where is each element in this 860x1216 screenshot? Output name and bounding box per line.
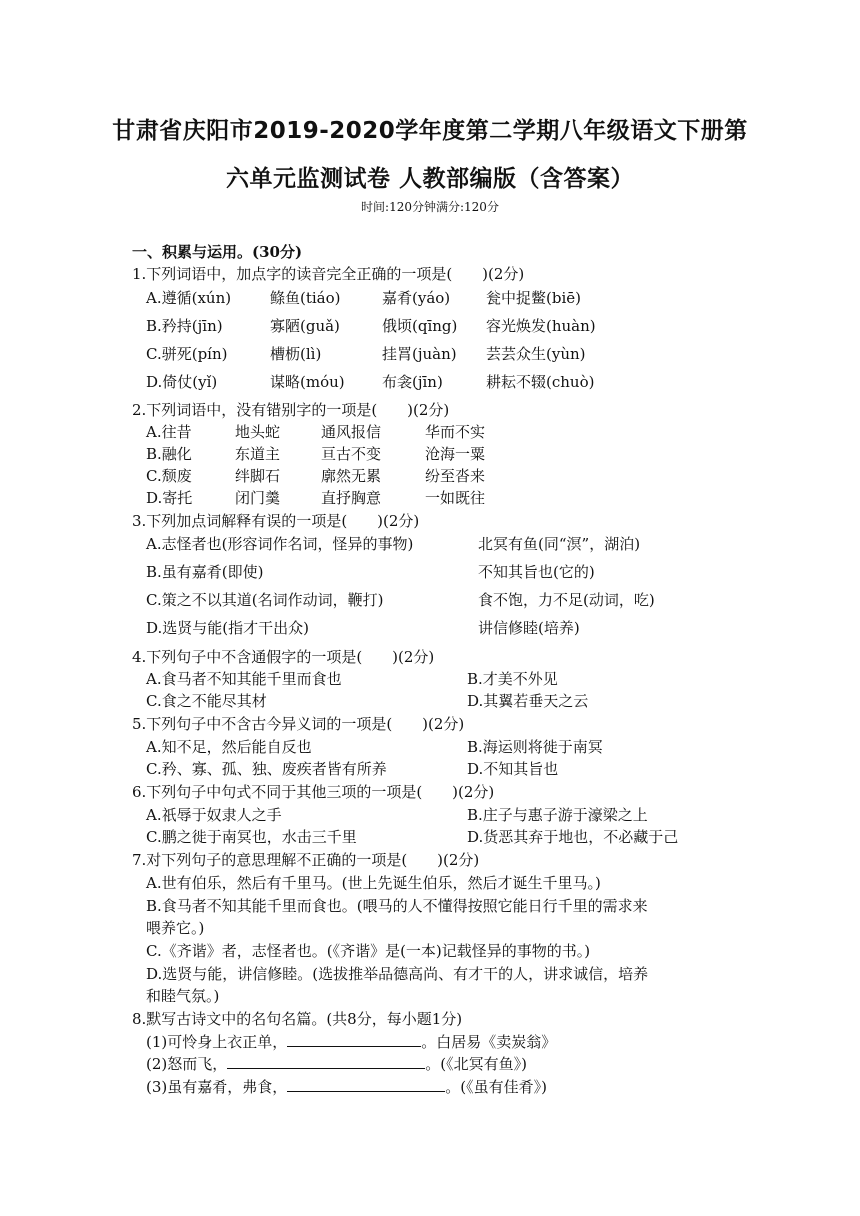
q5-option: A.知不足，然后能自反也: [146, 738, 312, 756]
q1-option: 槽枥(lì): [270, 345, 322, 363]
q8-item-prefix: (3)虽有嘉肴，弗食，: [146, 1078, 288, 1096]
q3-option: B.虽有嘉肴(即使): [146, 563, 264, 581]
question-8-stem: 8.默写古诗文中的名句名篇。(共8分，每小题1分): [132, 1010, 463, 1028]
answer-blank[interactable]: [227, 1054, 425, 1069]
q6-option: C.鹏之徙于南冥也，水击三千里: [146, 828, 357, 846]
q2-option: 地头蛇: [235, 423, 281, 441]
q1-option: 谋略(móu): [270, 373, 345, 391]
q1-option: 挂罥(juàn): [382, 345, 457, 363]
q1-option: D.倚仗(yǐ): [146, 373, 218, 391]
answer-blank[interactable]: [287, 1077, 445, 1092]
question-5-stem: 5.下列句子中不含古今异义词的一项是( )(2分): [132, 715, 465, 733]
q1-option: 寡陋(guǎ): [270, 317, 340, 335]
q7-option: B.食马者不知其能千里而食也。(喂马的人不懂得按照它能日行千里的需求来: [146, 897, 648, 915]
question-3-stem: 3.下列加点词解释有误的一项是( )(2分): [132, 512, 420, 530]
q1-option: 俄顷(qīng): [382, 317, 458, 335]
answer-blank[interactable]: [287, 1032, 421, 1047]
question-1-stem: 1.下列词语中，加点字的读音完全正确的一项是( )(2分): [132, 265, 525, 283]
q6-option: A.祇辱于奴隶人之手: [146, 806, 282, 824]
q4-option: C.食之不能尽其材: [146, 692, 267, 710]
q3-option: 不知其旨也(它的): [478, 563, 595, 581]
q1-option: C.骈死(pín): [146, 345, 228, 363]
question-7-stem: 7.对下列句子的意思理解不正确的一项是( )(2分): [132, 851, 480, 869]
q6-option: D.货恶其弃于地也，不必藏于己: [467, 828, 679, 846]
q1-option: 布衾(jīn): [382, 373, 443, 391]
q2-option: 闭门羹: [235, 489, 281, 507]
q7-option: D.选贤与能，讲信修睦。(选拔推举品德高尚、有才干的人，讲求诚信，培养: [146, 965, 649, 983]
q3-option: 讲信修睦(培养): [478, 619, 580, 637]
section-heading: 一、积累与运用。(30分): [132, 243, 303, 261]
q8-item-suffix: 。白居易《卖炭翁》: [421, 1033, 557, 1051]
q4-option: A.食马者不知其能千里而食也: [146, 670, 342, 688]
q1-option: 嘉肴(yáo): [382, 289, 451, 307]
q2-option: 亘古不变: [321, 445, 382, 463]
q8-item-prefix: (1)可怜身上衣正单，: [146, 1033, 288, 1051]
q8-fill-item: [146, 1031, 556, 1052]
exam-time-score: 时间:120分钟满分:120分: [361, 200, 499, 214]
q8-item-suffix: 。(《北冥有鱼》): [425, 1055, 527, 1073]
q8-fill-item: [146, 1076, 547, 1097]
q5-option: C.矜、寡、孤、独、废疾者皆有所养: [146, 760, 387, 778]
q4-option: D.其翼若垂天之云: [467, 692, 589, 710]
document-title-line-2: 六单元监测试卷 人教部编版（含答案）: [225, 166, 634, 192]
q2-option: B.融化: [146, 445, 192, 463]
q2-option: 华而不实: [425, 423, 486, 441]
q3-option: A.志怪者也(形容词作名词，怪异的事物): [146, 535, 414, 553]
question-4-stem: 4.下列句子中不含通假字的一项是( )(2分): [132, 648, 435, 666]
q5-option: D.不知其旨也: [467, 760, 559, 778]
q8-fill-item: [146, 1053, 527, 1074]
q3-option: 食不饱，力不足(动词，吃): [478, 591, 655, 609]
q2-option: 一如既往: [425, 489, 486, 507]
q2-option: 绊脚石: [235, 467, 281, 485]
q6-option: B.庄子与惠子游于濠梁之上: [467, 806, 648, 824]
q8-item-suffix: 。(《虽有佳肴》): [445, 1078, 547, 1096]
q2-option: 东道主: [235, 445, 281, 463]
q7-option: C.《齐谐》者，志怪者也。(《齐谐》是(一本)记载怪异的事物的书。): [146, 942, 591, 960]
q3-option: C.策之不以其道(名词作动词，鞭打): [146, 591, 384, 609]
q8-item-prefix: (2)怒而飞，: [146, 1055, 228, 1073]
q2-option: 廓然无累: [321, 467, 382, 485]
q7-option-continued: 喂养它。): [146, 919, 205, 937]
q1-option: A.遵循(xún): [146, 289, 232, 307]
q2-option: 纷至沓来: [425, 467, 486, 485]
q1-option: 容光焕发(huàn): [486, 317, 596, 335]
q2-option: C.颓废: [146, 467, 192, 485]
question-2-stem: 2.下列词语中，没有错别字的一项是( )(2分): [132, 401, 450, 419]
q2-option: D.寄托: [146, 489, 193, 507]
q2-option: A.往昔: [146, 423, 192, 441]
q3-option: D.选贤与能(指才干出众): [146, 619, 309, 637]
document-title-line-1: 甘肃省庆阳市2019-2020学年度第二学期八年级语文下册第: [112, 118, 748, 144]
q2-option: 直抒胸意: [321, 489, 382, 507]
q1-option: 鲦鱼(tiáo): [270, 289, 341, 307]
q2-option: 通风报信: [321, 423, 382, 441]
q3-option: 北冥有鱼(同“溟”，湖泊): [478, 535, 641, 553]
question-6-stem: 6.下列句子中句式不同于其他三项的一项是( )(2分): [132, 783, 495, 801]
q1-option: 耕耘不辍(chuò): [486, 373, 595, 391]
q5-option: B.海运则将徙于南冥: [467, 738, 603, 756]
q1-option: B.矜持(jīn): [146, 317, 223, 335]
q1-option: 瓮中捉鳖(biē): [486, 289, 581, 307]
q4-option: B.才美不外见: [467, 670, 558, 688]
q2-option: 沧海一粟: [425, 445, 486, 463]
q7-option-continued: 和睦气氛。): [146, 987, 220, 1005]
q1-option: 芸芸众生(yùn): [486, 345, 586, 363]
q7-option: A.世有伯乐，然后有千里马。(世上先诞生伯乐，然后才诞生千里马。): [146, 874, 601, 892]
